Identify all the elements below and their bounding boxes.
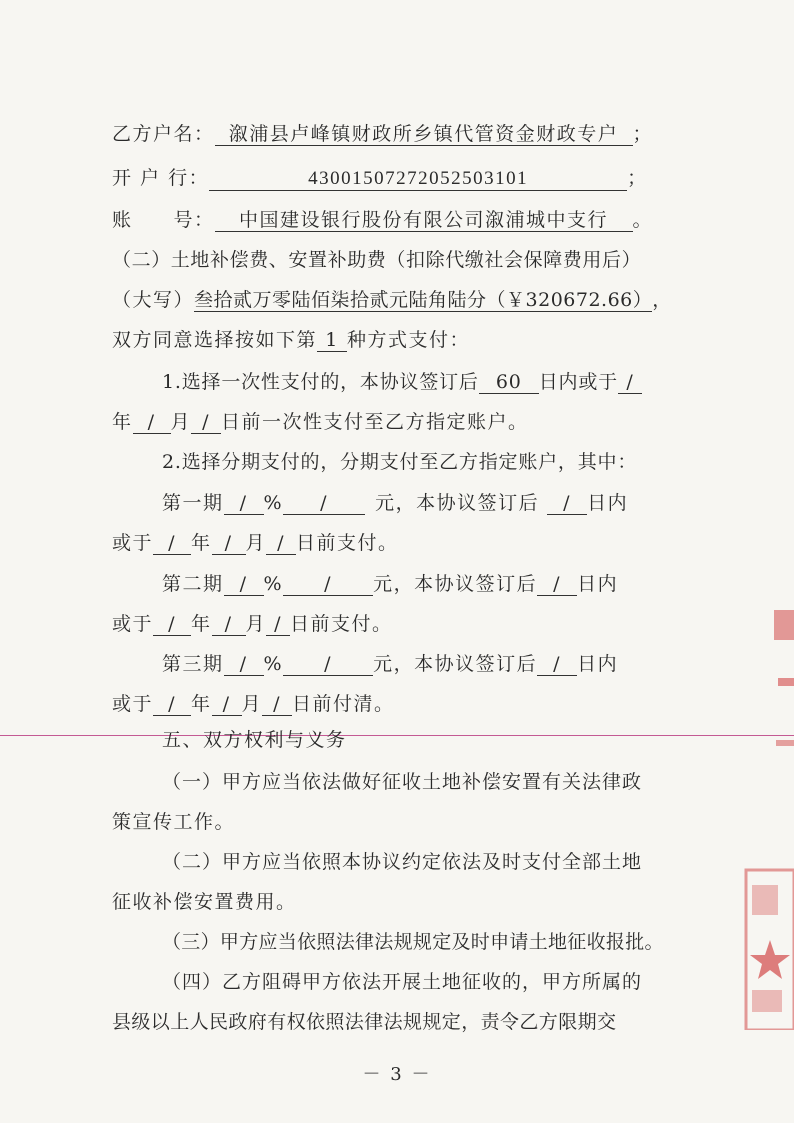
section2-heading: （二）土地补偿费、安置补助费（扣除代缴社会保障费用后）: [112, 249, 642, 271]
account-number-line: 账 号： 中国建设银行股份有限公司溆浦城中支行 。: [112, 209, 654, 231]
clause2-line2: 征收补偿安置费用。: [112, 891, 297, 913]
bank-value: 43001507272052503101: [209, 168, 627, 191]
clause1-line1: （一）甲方应当依法做好征收土地补偿安置有关法律政: [162, 771, 643, 793]
page-rule: [0, 735, 794, 736]
account-number-value: 中国建设银行股份有限公司溆浦城中支行: [215, 209, 633, 232]
option1-line1: 1.选择一次性支付的，本协议签订后 60 日内或于 /: [162, 370, 642, 394]
period2-line2: 或于 / 年 / 月 / 日前支付。: [112, 613, 393, 635]
agree-line: 双方同意选择按如下第 1 种方式支付：: [112, 329, 471, 351]
clause3: （三）甲方应当依照法律法规规定及时申请土地征收报批。: [162, 931, 664, 953]
period1-line2: 或于 / 年 / 月 / 日前支付。: [112, 532, 399, 554]
period3-line1: 第三期 / % / 元，本协议签订后 / 日内: [162, 653, 619, 675]
clause1-line2: 策宣传工作。: [112, 811, 236, 833]
clause4-line1: （四）乙方阻碍甲方依法开展土地征收的，甲方所属的: [162, 971, 643, 993]
amount-value: 叁拾贰万零陆佰柒拾贰元陆角陆分（￥320672.66）: [194, 289, 653, 311]
option-number: 1: [317, 329, 347, 352]
option2-intro: 2.选择分期支付的，分期支付至乙方指定账户，其中：: [162, 451, 638, 473]
seal-fragment-icon: [740, 590, 794, 1030]
period3-line2: 或于 / 年 / 月 / 日前付清。: [112, 693, 395, 715]
clause4-line2: 县级以上人民政府有权依照法律法规规定，责令乙方限期交: [112, 1011, 617, 1033]
account-name-line: 乙方户名： 溆浦县卢峰镇财政所乡镇代管资金财政专户 ；: [112, 123, 654, 145]
period2-line1: 第二期 / % / 元，本协议签订后 / 日内: [162, 573, 619, 595]
amount-line: （大写）叁拾贰万零陆佰柒拾贰元陆角陆分（￥320672.66），: [112, 289, 673, 311]
option1-year-blank: /: [618, 371, 642, 394]
option1-days: 60: [479, 371, 539, 394]
period1-line1: 第一期 / % / 元，本协议签订后 / 日内: [162, 492, 629, 514]
section5-heading: 五、双方权利与义务: [162, 729, 347, 751]
bank-line: 开 户 行： 43001507272052503101 ；: [112, 167, 648, 189]
option1-line2: 年 / 月 / 日前一次性支付至乙方指定账户。: [112, 411, 529, 433]
account-name-value: 溆浦县卢峰镇财政所乡镇代管资金财政专户: [215, 123, 633, 146]
page-number: － 3 －: [362, 1064, 432, 1085]
clause2-line1: （二）甲方应当依照本协议约定依法及时支付全部土地: [162, 851, 643, 873]
